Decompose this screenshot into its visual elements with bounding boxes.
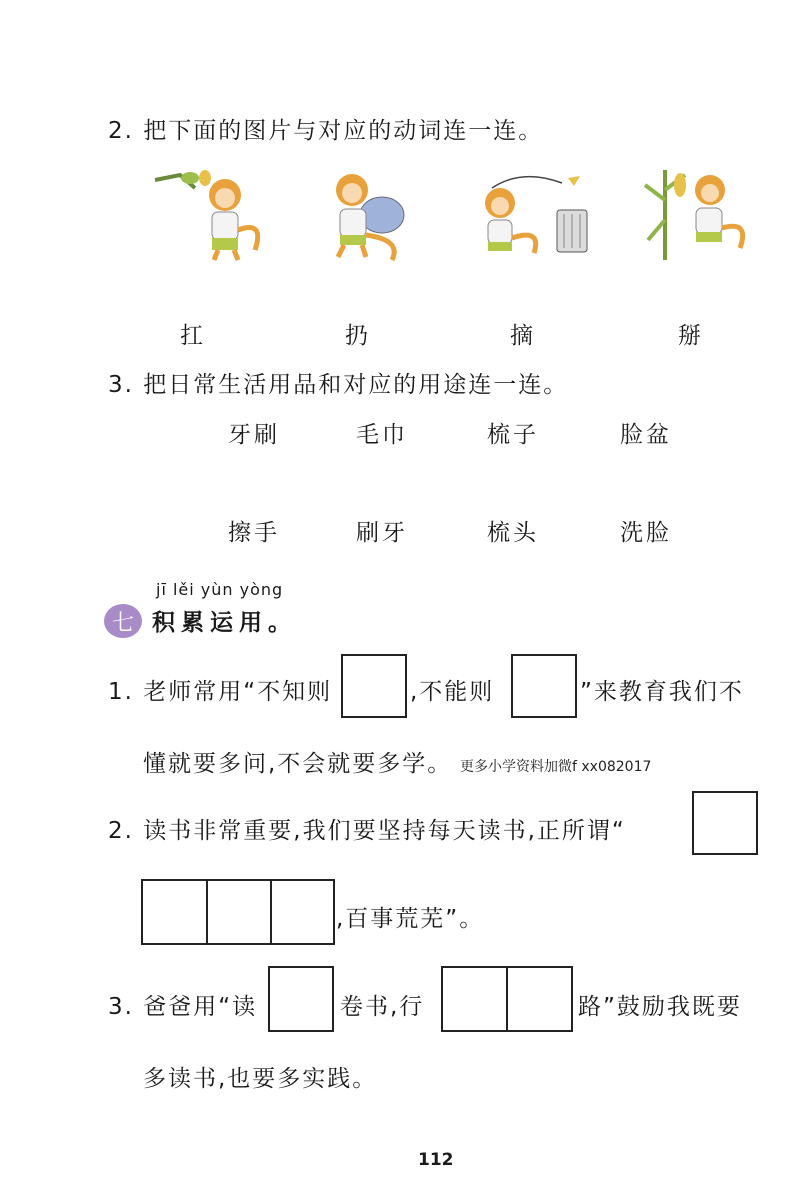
use-wash-face: 洗脸: [620, 520, 672, 546]
q2-answer-box-1[interactable]: [692, 791, 758, 855]
section-title: 积累运用。: [152, 610, 297, 636]
section-number-badge: 七: [104, 604, 142, 638]
q3-prefix: 3. 爸爸用“读: [108, 994, 258, 1020]
q2-line2-suffix: ,百事荒芜”。: [336, 906, 485, 932]
q2-line1: 2. 读书非常重要,我们要坚持每天读书,正所谓“: [108, 818, 626, 844]
throwing-monkey-picture: [462, 168, 602, 263]
picking-monkey-picture: [150, 160, 270, 265]
use-wipe-hands: 擦手: [228, 520, 280, 546]
q2-answer-box-group[interactable]: [141, 879, 335, 945]
verb-reng: 扔: [345, 323, 368, 349]
question-3-title: 3. 把日常生活用品和对应的用途连一连。: [108, 372, 569, 398]
q1-mid: ,不能则: [410, 679, 495, 705]
q1-line2: 懂就要多问,不会就要多学。: [143, 751, 453, 777]
q1-suffix: ”来教育我们不: [580, 679, 744, 705]
q1-answer-box-1[interactable]: [341, 654, 407, 718]
q3-suffix: 路”鼓励我既要: [578, 994, 742, 1020]
use-brush-teeth: 刷牙: [356, 520, 408, 546]
verb-kang: 扛: [180, 323, 203, 349]
item-washbasin: 脸盆: [620, 422, 672, 448]
section-pinyin: jī lěi yùn yòng: [156, 580, 284, 599]
q3-answer-box-group[interactable]: [441, 966, 573, 1032]
verb-bai: 掰: [678, 323, 701, 349]
watermark-text: 更多小学资料加微f xx082017: [460, 759, 652, 775]
item-towel: 毛巾: [356, 422, 408, 448]
q1-prefix: 1. 老师常用“不知则: [108, 679, 333, 705]
item-toothbrush: 牙刷: [228, 422, 280, 448]
page-number: 112: [418, 1150, 454, 1170]
q3-mid: 卷书,行: [340, 994, 425, 1020]
carrying-monkey-picture: [322, 165, 412, 265]
q1-answer-box-2[interactable]: [511, 654, 577, 718]
question-2-title: 2. 把下面的图片与对应的动词连一连。: [108, 118, 544, 144]
verb-zhai: 摘: [510, 323, 533, 349]
use-comb-hair: 梳头: [487, 520, 539, 546]
item-comb: 梳子: [487, 422, 539, 448]
q3-line2: 多读书,也要多实践。: [143, 1066, 378, 1092]
breaking-corn-monkey-picture: [640, 160, 750, 265]
q3-answer-box-1[interactable]: [268, 966, 334, 1032]
